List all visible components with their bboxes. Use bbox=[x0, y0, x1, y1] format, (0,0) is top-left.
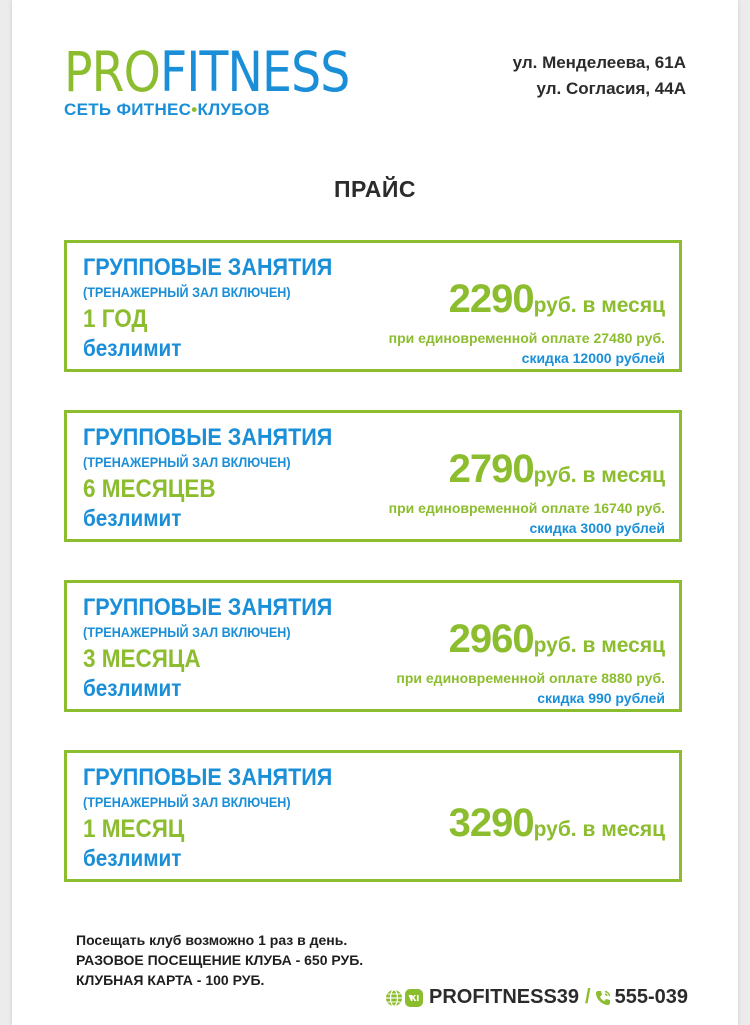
card-title: ГРУППОВЫЕ ЗАНЯТИЯ bbox=[83, 594, 333, 621]
card-period: 1 ГОД bbox=[83, 305, 148, 333]
card-unlimited: безлимит bbox=[83, 845, 182, 871]
card-title: ГРУППОВЫЕ ЗАНЯТИЯ bbox=[83, 764, 333, 791]
card-price-unit: руб. в месяц bbox=[533, 294, 665, 317]
card-title: ГРУППОВЫЕ ЗАНЯТИЯ bbox=[83, 424, 333, 451]
price-card-1-year bbox=[64, 240, 682, 372]
card-included: (ТРЕНАЖЕРНЫЙ ЗАЛ ВКЛЮЧЕН) bbox=[83, 624, 291, 640]
notes-block bbox=[76, 930, 363, 990]
logo-wordmark bbox=[64, 42, 349, 102]
vk-icon bbox=[405, 989, 423, 1007]
logo-subtitle-right: КЛУБОВ bbox=[197, 100, 270, 119]
card-included: (ТРЕНАЖЕРНЫЙ ЗАЛ ВКЛЮЧЕН) bbox=[83, 794, 291, 810]
card-once-payment: при единовременной оплате 27480 руб. bbox=[388, 330, 665, 346]
card-included: (ТРЕНАЖЕРНЫЙ ЗАЛ ВКЛЮЧЕН) bbox=[83, 284, 291, 300]
card-period: 3 МЕСЯЦА bbox=[83, 645, 201, 673]
note-single-visit: РАЗОВОЕ ПОСЕЩЕНИЕ КЛУБА - 650 РУБ. bbox=[76, 952, 364, 968]
card-unlimited: безлимит bbox=[83, 335, 182, 361]
footer-contacts bbox=[385, 986, 688, 1009]
card-discount: скидка 990 рублей bbox=[537, 690, 665, 706]
card-unlimited: безлимит bbox=[83, 505, 182, 531]
card-discount: скидка 12000 рублей bbox=[521, 350, 665, 366]
address-line-1: ул. Менделеева, 61А bbox=[512, 53, 686, 72]
card-period: 6 МЕСЯЦЕВ bbox=[83, 475, 216, 503]
address-line-2: ул. Согласия, 44А bbox=[536, 79, 686, 98]
page-title: ПРАЙС bbox=[333, 176, 417, 202]
card-price-unit: руб. в месяц bbox=[533, 464, 665, 487]
card-title: ГРУППОВЫЕ ЗАНЯТИЯ bbox=[83, 254, 333, 281]
price-card-3-months bbox=[64, 580, 682, 712]
card-price: 3290 bbox=[448, 801, 534, 845]
card-unlimited: безлимит bbox=[83, 675, 182, 701]
logo-pro: PRO bbox=[64, 40, 161, 104]
note-daily-visit: Посещать клуб возможно 1 раз в день. bbox=[76, 932, 348, 948]
card-price: 2290 bbox=[448, 277, 534, 321]
note-club-card: КЛУБНАЯ КАРТА - 100 РУБ. bbox=[76, 972, 265, 988]
logo bbox=[64, 42, 396, 120]
card-discount: скидка 3000 рублей bbox=[529, 520, 665, 536]
logo-subtitle-left: СЕТЬ ФИТНЕС bbox=[64, 100, 192, 119]
price-sheet bbox=[12, 0, 738, 1025]
price-card-6-months bbox=[64, 410, 682, 542]
card-price: 2790 bbox=[448, 447, 534, 491]
logo-fitness: FITNESS bbox=[160, 40, 350, 104]
address-block bbox=[513, 50, 686, 102]
phone-icon bbox=[594, 989, 612, 1007]
card-included: (ТРЕНАЖЕРНЫЙ ЗАЛ ВКЛЮЧЕН) bbox=[83, 454, 291, 470]
price-card-1-month bbox=[64, 750, 682, 882]
footer-phone: 555-039 bbox=[614, 986, 688, 1008]
card-price: 2960 bbox=[448, 617, 534, 661]
card-price-unit: руб. в месяц bbox=[533, 818, 665, 841]
globe-icon bbox=[385, 989, 403, 1007]
card-once-payment: при единовременной оплате 8880 руб. bbox=[396, 670, 665, 686]
logo-subtitle-dot: • bbox=[191, 100, 198, 119]
card-once-payment: при единовременной оплате 16740 руб. bbox=[388, 500, 665, 516]
card-period: 1 МЕСЯЦ bbox=[83, 815, 185, 843]
footer-handle: PROFITNESS39 bbox=[428, 986, 580, 1008]
card-price-unit: руб. в месяц bbox=[533, 634, 665, 657]
footer-separator: / bbox=[585, 986, 591, 1008]
